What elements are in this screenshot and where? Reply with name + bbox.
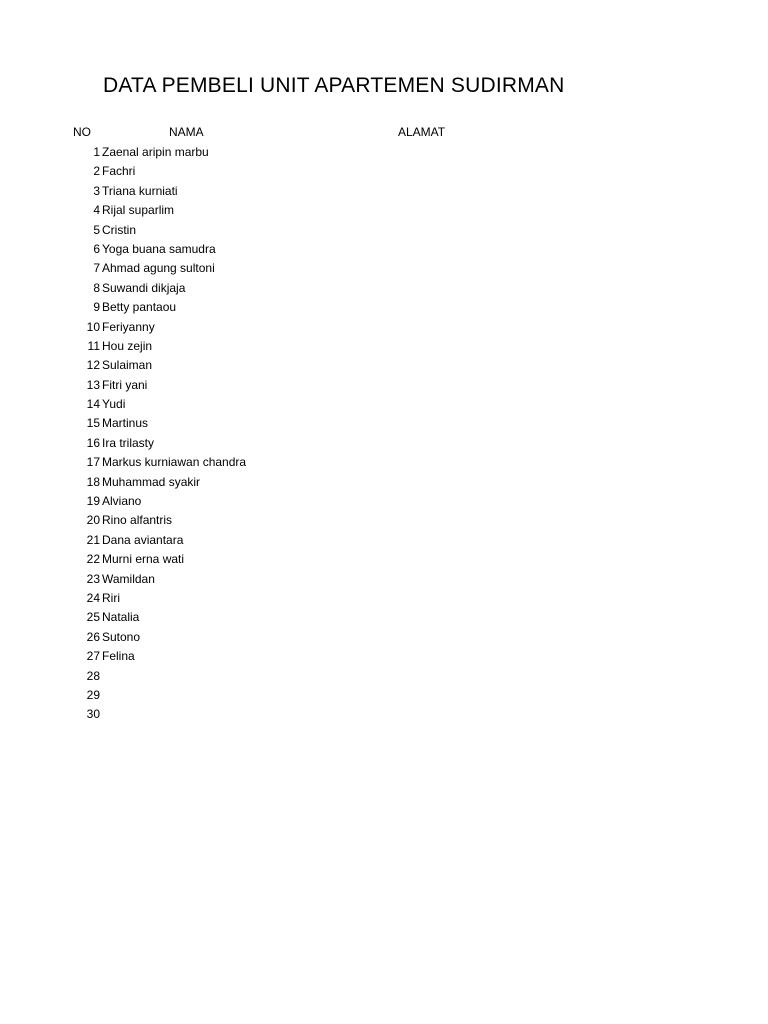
document-title: DATA PEMBELI UNIT APARTEMEN SUDIRMAN xyxy=(103,74,565,97)
table-row xyxy=(0,298,768,317)
row-nama: Alviano xyxy=(102,494,142,509)
table-row xyxy=(0,608,768,627)
row-nama: Rino alfantris xyxy=(102,513,173,528)
table-row xyxy=(0,162,768,181)
table-row xyxy=(0,589,768,608)
table-row xyxy=(0,201,768,220)
row-number: 18 xyxy=(86,474,100,489)
row-number: 16 xyxy=(86,435,100,450)
table-row xyxy=(0,221,768,240)
row-nama: Yoga buana samudra xyxy=(102,241,216,256)
table-row xyxy=(0,414,768,433)
table-row xyxy=(0,143,768,162)
table-row xyxy=(0,550,768,569)
row-number: 23 xyxy=(86,571,100,586)
table-row xyxy=(0,492,768,511)
row-number: 1 xyxy=(93,145,100,159)
row-nama: Natalia xyxy=(102,610,140,625)
row-nama: Sulaiman xyxy=(102,358,153,373)
row-nama: Wamildan xyxy=(102,571,155,586)
table-row xyxy=(0,705,768,724)
row-number: 7 xyxy=(93,261,100,276)
row-number: 22 xyxy=(86,552,100,567)
row-nama: Riri xyxy=(102,590,120,605)
table-row xyxy=(0,531,768,550)
row-number: 12 xyxy=(86,358,100,373)
table-row xyxy=(0,259,768,278)
row-nama: Triana kurniati xyxy=(102,183,178,198)
row-nama: Betty pantaou xyxy=(102,300,177,315)
row-nama: Fitri yani xyxy=(102,377,148,392)
row-number: 2 xyxy=(93,164,100,179)
table-row xyxy=(0,570,768,589)
row-number: 4 xyxy=(93,203,100,218)
table-row xyxy=(0,318,768,337)
table-row xyxy=(0,473,768,492)
column-header-nama: NAMA xyxy=(169,125,204,139)
row-number: 3 xyxy=(93,183,100,198)
row-number: 8 xyxy=(93,280,100,295)
row-nama: Martinus xyxy=(102,416,149,431)
row-number: 25 xyxy=(86,610,100,625)
table-row xyxy=(0,337,768,356)
table-row xyxy=(0,667,768,686)
row-number: 10 xyxy=(86,319,100,334)
column-header-alamat: ALAMAT xyxy=(398,125,446,139)
table-row xyxy=(0,647,768,666)
row-nama: Felina xyxy=(102,649,135,664)
row-nama: Feriyanny xyxy=(102,319,155,334)
table-row xyxy=(0,356,768,375)
table-row xyxy=(0,279,768,298)
table-row xyxy=(0,240,768,259)
row-nama: Hou zejin xyxy=(102,338,153,353)
row-nama: Rijal suparlim xyxy=(102,203,175,218)
row-nama: Cristin xyxy=(102,222,137,237)
row-nama: Ira trilasty xyxy=(102,435,155,450)
row-nama: Yudi xyxy=(102,397,126,412)
row-number: 26 xyxy=(86,629,100,644)
table-row xyxy=(0,395,768,414)
table-row xyxy=(0,453,768,472)
buyer-list xyxy=(0,143,768,725)
row-number: 17 xyxy=(86,455,100,470)
row-number: 20 xyxy=(86,513,100,528)
row-number: 29 xyxy=(86,687,100,702)
row-nama: Markus kurniawan chandra xyxy=(102,455,247,470)
table-row xyxy=(0,686,768,705)
table-row xyxy=(0,376,768,395)
row-nama: Fachri xyxy=(102,164,136,179)
table-row xyxy=(0,182,768,201)
row-nama: Dana aviantara xyxy=(102,532,184,547)
row-number: 11 xyxy=(87,338,100,353)
row-nama: Muhammad syakir xyxy=(102,474,201,489)
table-row xyxy=(0,628,768,647)
row-number: 15 xyxy=(86,416,100,431)
row-number: 9 xyxy=(93,300,100,315)
row-number: 14 xyxy=(86,397,100,412)
row-number: 5 xyxy=(93,222,100,237)
row-nama: Ahmad agung sultoni xyxy=(102,261,215,276)
row-number: 28 xyxy=(86,668,100,683)
table-row xyxy=(0,434,768,453)
row-number: 24 xyxy=(86,590,100,605)
row-nama: Murni erna wati xyxy=(102,552,185,567)
row-number: 13 xyxy=(86,377,100,392)
row-nama: Zaenal aripin marbu xyxy=(102,145,209,159)
row-number: 27 xyxy=(86,649,100,664)
row-nama: Suwandi dikjaja xyxy=(102,280,186,295)
row-number: 19 xyxy=(86,494,100,509)
row-number: 21 xyxy=(86,532,100,547)
column-header-no: NO xyxy=(73,125,91,139)
table-row xyxy=(0,511,768,530)
row-number: 6 xyxy=(93,241,100,256)
row-nama: Sutono xyxy=(102,629,141,644)
row-number: 30 xyxy=(86,707,100,722)
